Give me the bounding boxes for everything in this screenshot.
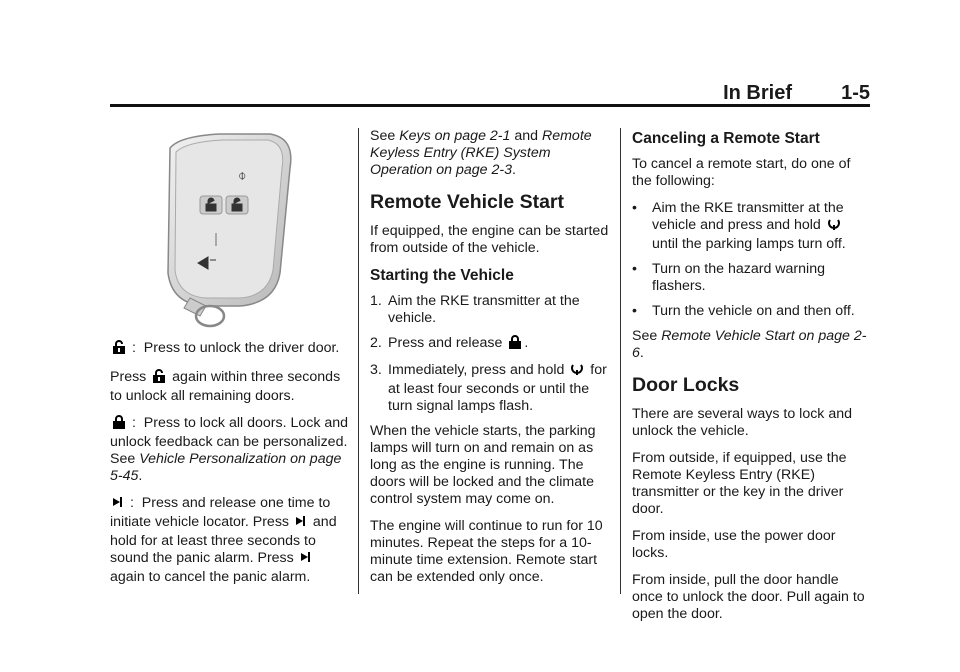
list-item [632, 200, 872, 253]
paragraph: If equipped, the engine can be started from outside of the vehicle. [370, 223, 609, 256]
paragraph: There are several ways to lock and unlock the vehicle. [632, 406, 853, 439]
paragraph: From inside, use the power door locks. [632, 528, 836, 561]
step-number: 3. [370, 362, 382, 378]
step-text: Press and release [388, 335, 503, 351]
step-text: Aim the RKE transmitter at the vehicle. [388, 293, 580, 326]
header-rule [110, 104, 870, 107]
list-item [370, 335, 610, 354]
remote-start-icon [570, 362, 584, 381]
page-header [110, 82, 870, 104]
text: again to cancel the panic alarm. [110, 569, 311, 585]
step-number: 1. [370, 293, 382, 309]
heading-remote-vehicle-start: Remote Vehicle Start [370, 191, 564, 213]
step-text: for at least four seconds or until the turn signal lamps flash. [388, 362, 607, 414]
text: . [639, 345, 644, 361]
panic-icon [300, 550, 312, 569]
column-1 [110, 128, 350, 596]
step-text: Immediately, press and hold [388, 362, 565, 378]
key-fob-illustration [110, 128, 350, 328]
list-item [632, 303, 872, 320]
paragraph: From inside, pull the door handle once to unlock the door. Pull again to open the door. [632, 572, 865, 622]
panic-icon [295, 514, 307, 533]
text: and [510, 128, 542, 144]
bullet: • [632, 261, 637, 277]
bullet-text: Turn the vehicle on and then off. [652, 303, 855, 319]
step-number: 2. [370, 335, 382, 351]
paragraph: From outside, if equipped, use the Remote Keyless Entry (RKE) transmitter or the key in the driver door. [632, 450, 847, 517]
unlock-icon [112, 340, 126, 359]
key-fob-icon [110, 128, 350, 328]
bullet-text: until the parking lamps turn off. [652, 236, 846, 252]
list-item [370, 293, 610, 327]
paragraph: To cancel a remote start, do one of the following: [632, 156, 851, 189]
column-2 [370, 128, 610, 596]
paragraph: The engine will continue to run for 10 minutes. Repeat the steps for a 10-minute time extension. Remote start can be extended only once. [370, 518, 603, 585]
heading-starting-the-vehicle: Starting the Vehicle [370, 267, 514, 284]
bullet: • [632, 303, 637, 319]
text: . [524, 335, 529, 351]
colon: : [131, 340, 136, 356]
bullet-text: Aim the RKE transmitter at the vehicle and press and hold [652, 200, 844, 233]
text: . [138, 468, 143, 484]
bullet-text: Turn on the hazard warning flashers. [652, 261, 825, 294]
column-divider [620, 128, 621, 594]
cross-reference: Remote Vehicle Start on page 2-6 [632, 328, 867, 361]
page-number: 1-5 [841, 82, 870, 104]
bullet: • [632, 200, 637, 216]
text: again within three seconds to unlock all remaining doors. [110, 369, 341, 404]
heading-canceling-remote-start: Canceling a Remote Start [632, 130, 820, 147]
paragraph: When the vehicle starts, the parking lamps will turn on and remain on as long as the engine is running. The doors will be locked and the climate control system may come on. [370, 423, 596, 507]
cross-reference: Keys on page 2-1 [399, 128, 511, 144]
panic-icon [112, 495, 124, 514]
list-item [370, 362, 610, 415]
lock-description: Press to lock all doors. Lock and unlock feedback can be personalized. See [110, 415, 349, 467]
section-title: In Brief [723, 82, 792, 104]
text: . [511, 162, 516, 178]
text: See [370, 128, 400, 144]
cross-reference: Vehicle Personalization on page 5-45 [110, 451, 342, 484]
list-item [632, 261, 872, 295]
heading-door-locks: Door Locks [632, 374, 740, 396]
unlock-description: Press to unlock the driver door. [143, 340, 340, 356]
column-3 [632, 128, 872, 633]
unlock-icon [152, 369, 166, 388]
text: Press [110, 369, 147, 385]
text: See [632, 328, 662, 344]
lock-icon [112, 415, 126, 434]
text: and hold for at least three seconds to sound the panic alarm. Press [110, 514, 337, 566]
svg-text:⌽: ⌽ [238, 168, 247, 184]
colon: : [129, 495, 134, 511]
cross-reference: Remote Keyless Entry (RKE) System Operation on page 2-3 [370, 128, 592, 178]
lock-icon [508, 335, 522, 354]
colon: : [131, 415, 136, 431]
column-divider [358, 128, 359, 594]
panic-description: Press and release one time to initiate vehicle locator. Press [110, 495, 331, 530]
remote-start-icon [827, 217, 841, 236]
